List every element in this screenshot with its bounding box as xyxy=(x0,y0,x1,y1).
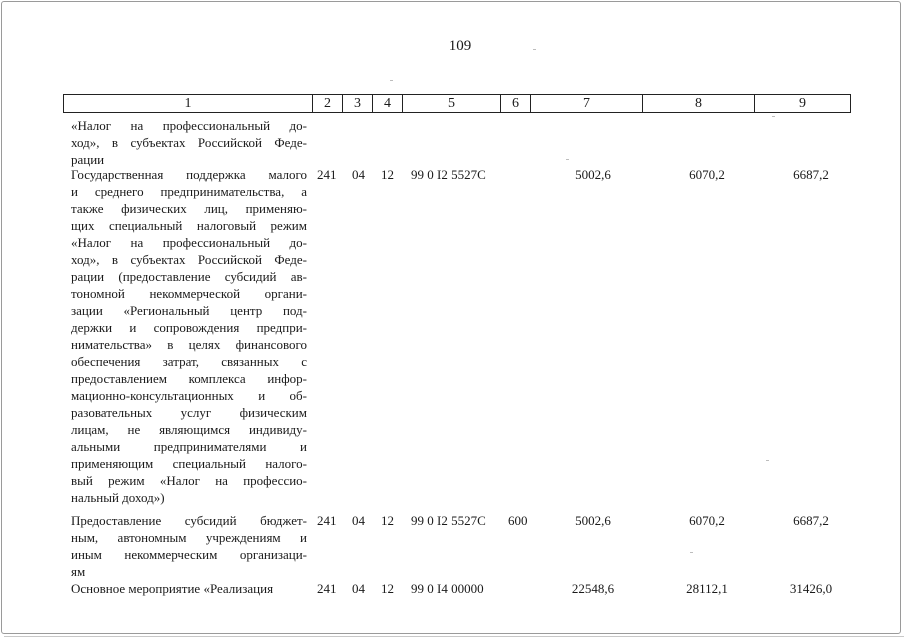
cell-col3: 04 xyxy=(352,513,365,528)
description-line: обеспечения затрат, связанных с xyxy=(71,354,307,369)
description-line: Государственная поддержка малого xyxy=(71,167,307,182)
header-cell: 7 xyxy=(531,95,643,113)
description-line: лицам, не являющимся индивиду- xyxy=(71,422,307,437)
cell-col8: 28112,1 xyxy=(686,581,728,596)
description-line: альными предпринимателями и xyxy=(71,439,307,454)
scan-speck xyxy=(690,552,693,553)
scan-speck xyxy=(566,159,569,160)
header-cell: 1 xyxy=(64,95,313,113)
header-cell: 6 xyxy=(501,95,531,113)
description-line: Основное мероприятие «Реализация xyxy=(71,581,274,596)
description-line: зации «Региональный центр под- xyxy=(71,303,307,318)
scan-speck xyxy=(766,460,769,461)
cell-col6: 600 xyxy=(508,513,528,528)
header-cell: 2 xyxy=(313,95,343,113)
row-description xyxy=(71,512,307,580)
cell-col8: 6070,2 xyxy=(689,513,725,528)
description-line: рации xyxy=(71,152,105,167)
cell-col2: 241 xyxy=(317,581,337,596)
cell-col4: 12 xyxy=(381,513,394,528)
header-cell: 8 xyxy=(643,95,755,113)
description-line: тономной некоммерческой органи- xyxy=(71,286,307,301)
cell-col3: 04 xyxy=(352,167,365,182)
header-cell: 4 xyxy=(373,95,403,113)
table-header xyxy=(63,94,851,113)
description-line: вый режим «Налог на профессио- xyxy=(71,473,307,488)
description-line: предоставлением комплекса инфор- xyxy=(71,371,307,386)
cell-col5: 99 0 I4 00000 xyxy=(411,581,484,596)
cell-col9: 6687,2 xyxy=(793,167,829,182)
cell-col2: 241 xyxy=(317,167,337,182)
cell-col7: 5002,6 xyxy=(575,167,611,182)
description-line: «Налог на профессиональный до- xyxy=(71,235,307,250)
description-line: ным, автономным учреждениям и xyxy=(71,530,307,545)
description-line: применяющим специальный налого- xyxy=(71,456,307,471)
description-line: и среднего предпринимательства, а xyxy=(71,184,307,199)
row-description xyxy=(71,580,307,597)
cell-col7: 22548,6 xyxy=(571,581,615,596)
cell-col9: 31426,0 xyxy=(789,581,833,596)
cell-col4: 12 xyxy=(381,167,394,182)
description-line: нальный доход») xyxy=(71,490,165,505)
cell-col5: 99 0 I2 5527C xyxy=(411,513,486,528)
description-line: разовательных услуг физическим xyxy=(71,405,307,420)
description-line: держки и сопровождения предпри- xyxy=(71,320,307,335)
scan-speck xyxy=(772,116,775,117)
cell-col5: 99 0 I2 5527C xyxy=(411,167,486,182)
description-line: ям xyxy=(71,564,86,579)
row-description xyxy=(71,117,307,168)
scan-speck xyxy=(533,49,536,50)
description-line: нимательства» в целях финансового xyxy=(71,337,307,352)
description-line: «Налог на профессиональный до- xyxy=(71,118,307,133)
description-line: Предоставление субсидий бюджет- xyxy=(71,513,307,528)
cell-col8: 6070,2 xyxy=(689,167,725,182)
description-line: ход», в субъектах Российской Феде- xyxy=(71,135,307,150)
description-line: также физических лиц, применяю- xyxy=(71,201,307,216)
description-line: ход», в субъектах Российской Феде- xyxy=(71,252,307,267)
cell-col2: 241 xyxy=(317,513,337,528)
scan-speck xyxy=(390,80,393,81)
row-description xyxy=(71,166,307,506)
header-cell: 5 xyxy=(403,95,501,113)
description-line: щих специальный налоговый режим xyxy=(71,218,307,233)
cell-col7: 5002,6 xyxy=(575,513,611,528)
page-number: 109 xyxy=(448,38,472,54)
cell-col4: 12 xyxy=(381,581,394,596)
header-cell: 9 xyxy=(755,95,851,113)
cell-col3: 04 xyxy=(352,581,365,596)
description-line: рации (предоставление субсидий ав- xyxy=(71,269,307,284)
description-line: мационно-консультационных и об- xyxy=(71,388,307,403)
description-line: иным некоммерческим организаци- xyxy=(71,547,307,562)
header-cell: 3 xyxy=(343,95,373,113)
cell-col9: 6687,2 xyxy=(793,513,829,528)
